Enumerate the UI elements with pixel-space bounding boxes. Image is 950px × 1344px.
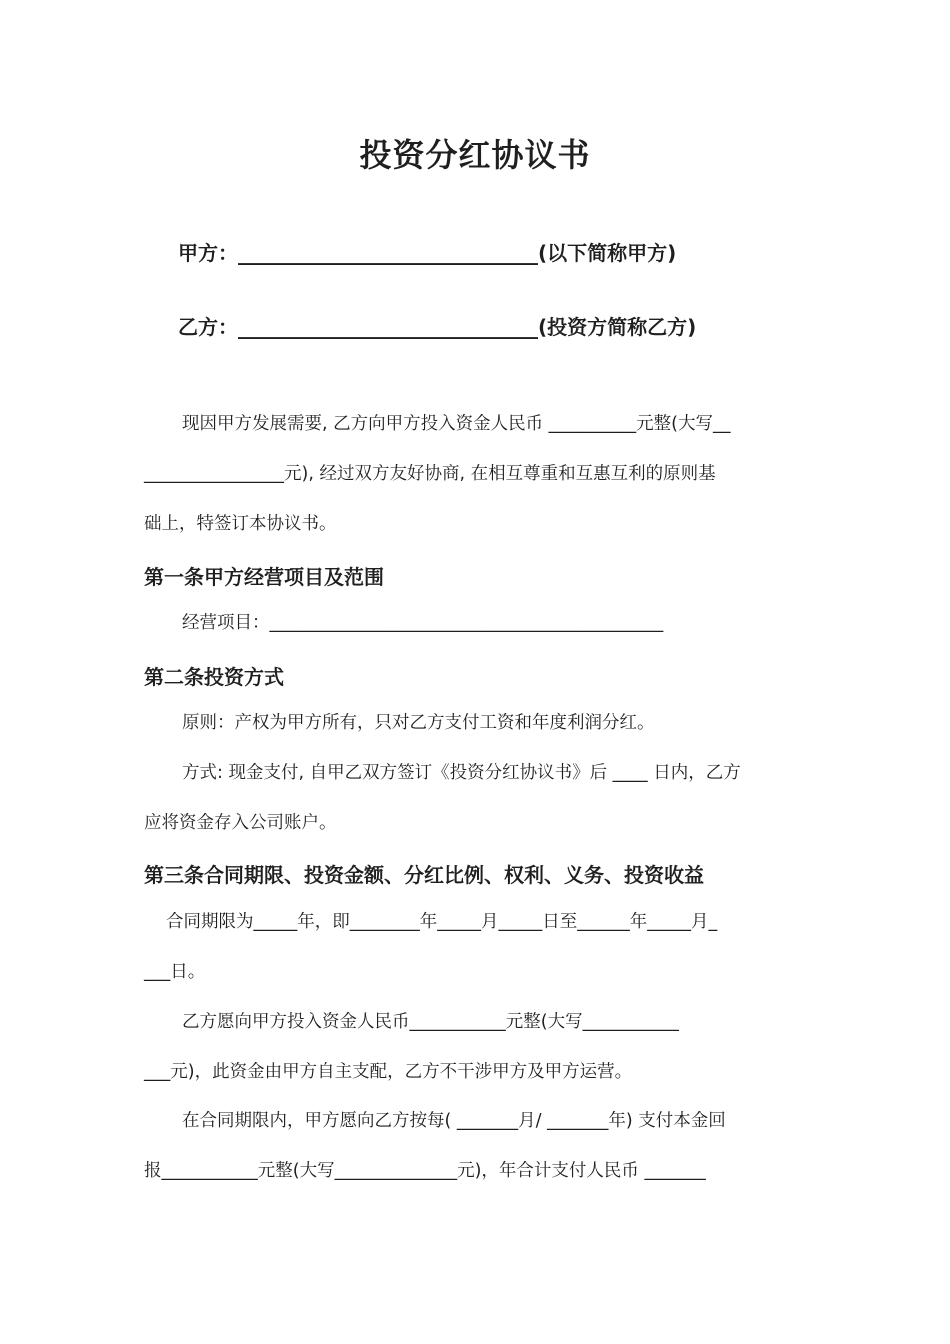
contract-term-line-2: ___日。 [144,962,206,982]
contract-term-line-1: 合同期限为_____年，即________年_____月_____日至______年_____月_ [166,912,718,932]
return-payment-line-2: 报___________元整(大写______________元)，年合计支付人民币 _______ [144,1161,706,1181]
document-title: 投资分红协议书 [359,136,591,174]
article-1-heading: 第一条甲方经营项目及范围 [144,565,384,589]
party-a-line: 甲方：______________________________(以下简称甲方) [178,241,677,265]
article-2-heading: 第二条投资方式 [144,665,284,689]
article-2-principle: 原则：产权为甲方所有，只对乙方支付工资和年度利润分红。 [182,713,655,733]
return-payment-line-1: 在合同期限内，甲方愿向乙方按每( _______月/ _______年) 支付本金回 [182,1111,726,1131]
article-2-method-line-1: 方式: 现金支付, 自甲乙双方签订《投资分红协议书》后 ____ 日内，乙方 [182,763,741,783]
article-1-business-item: 经营项目：_____________________________________________ [182,613,664,633]
intro-paragraph-line-3: 础上，特签订本协议书。 [144,514,337,534]
article-3-heading: 第三条合同期限、投资金额、分红比例、权利、义务、投资收益 [144,863,704,887]
investment-amount-line-1: 乙方愿向甲方投入资金人民币___________元整(大写___________ [182,1012,679,1032]
article-2-method-line-2: 应将资金存入公司账户。 [144,813,337,833]
intro-paragraph-line-1: 现因甲方发展需要, 乙方向甲方投入资金人民币 __________元整(大写__ [182,414,731,434]
party-b-line: 乙方：______________________________(投资方简称乙方) [178,315,697,339]
investment-amount-line-2: ___元)，此资金由甲方自主支配，乙方不干涉甲方及甲方运营。 [144,1062,633,1082]
intro-paragraph-line-2: ________________元), 经过双方友好协商, 在相互尊重和互惠互利的原则基 [144,464,716,484]
